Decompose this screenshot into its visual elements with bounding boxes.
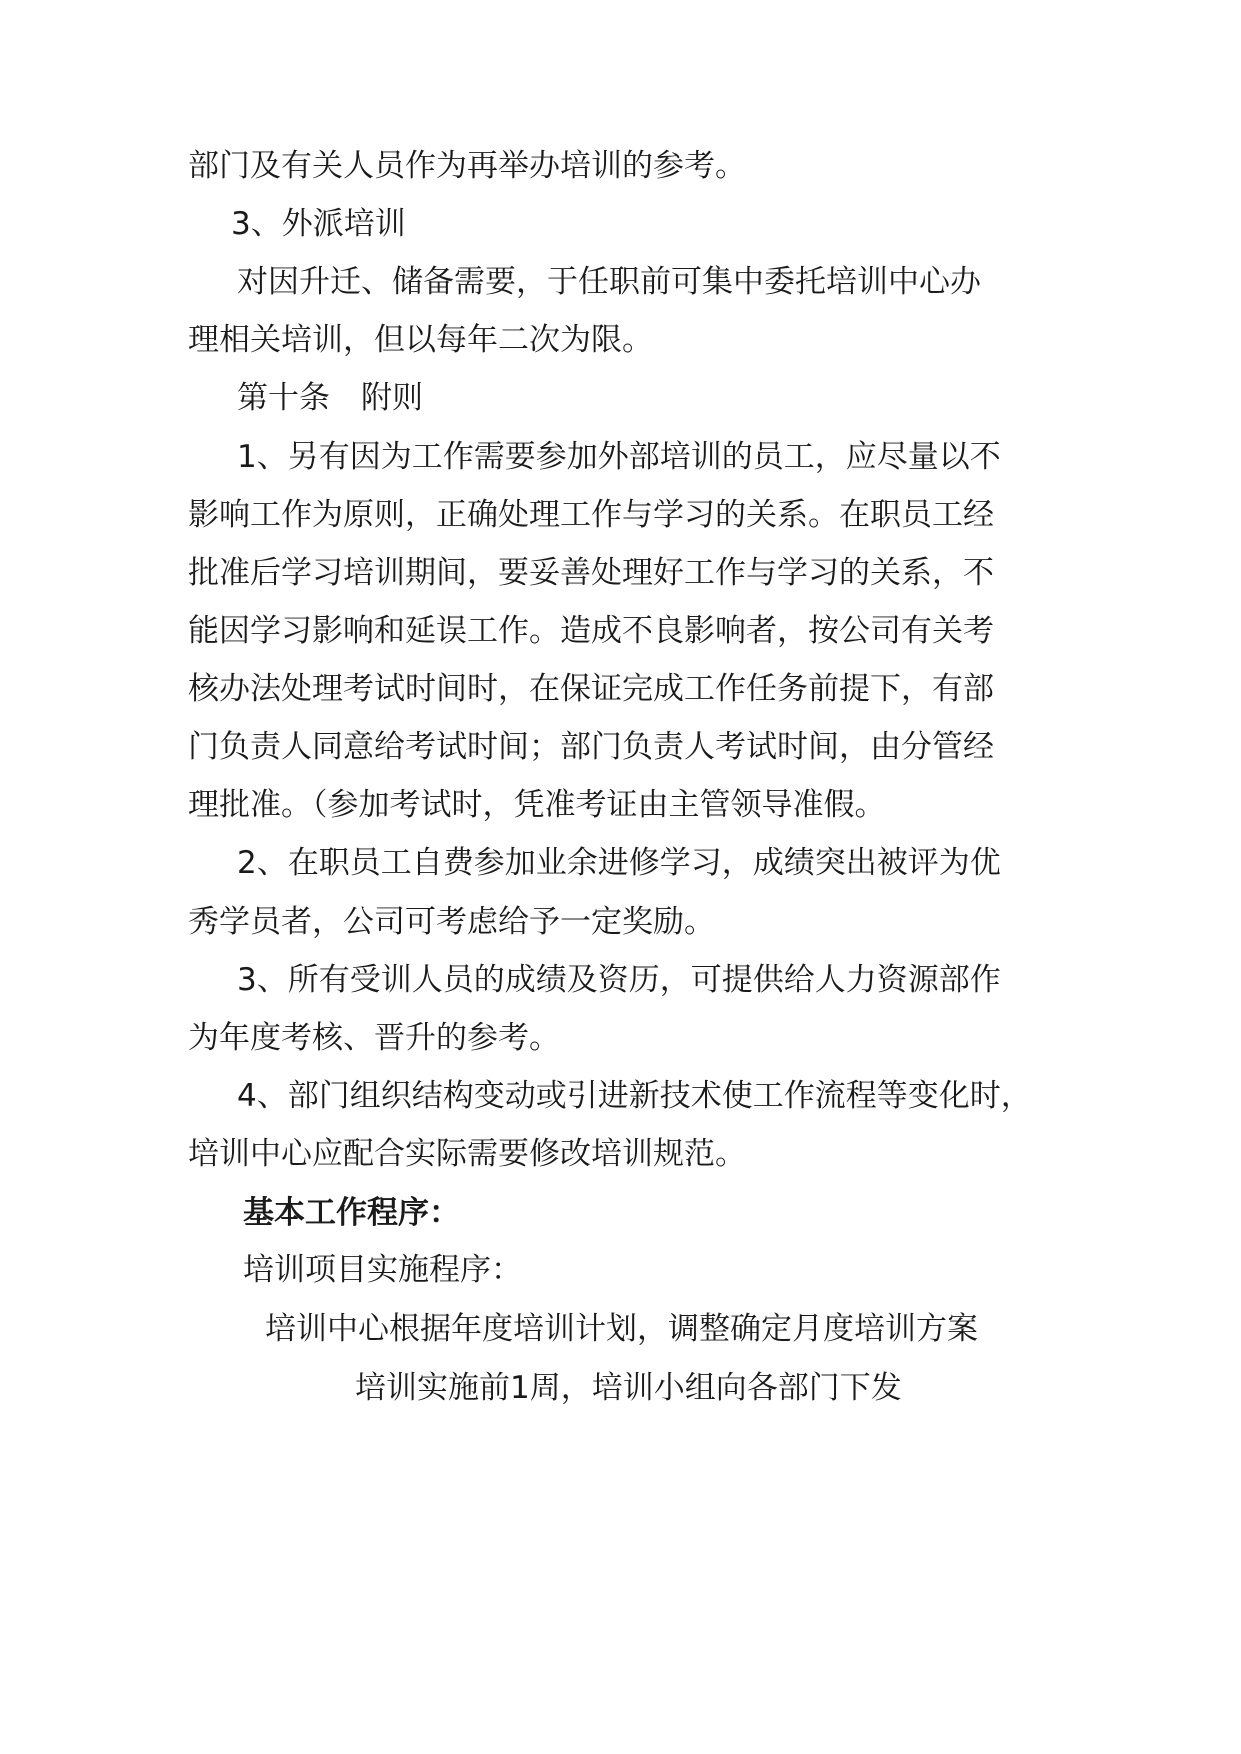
centered-line: 培训中心根据年度培训计划，调整确定月度培训方案: [265, 1311, 978, 1347]
text-line: 能因学习影响和延误工作。造成不良影响者，按公司有关考: [188, 613, 994, 649]
section-heading: 3、外派培训: [231, 206, 406, 242]
text-line: 秀学员者，公司可考虑给予一定奖励。: [188, 904, 715, 940]
text-line: 理批准。（参加考试时，凭准考证由主管领导准假。: [188, 787, 886, 823]
text-line: 3、所有受训人员的成绩及资历，可提供给人力资源部作: [237, 962, 1001, 998]
text-line: 理相关培训，但以每年二次为限。: [188, 322, 653, 358]
text-line: 为年度考核、晋升的参考。: [188, 1020, 560, 1056]
text-line: 门负责人同意给考试时间；部门负责人考试时间，由分管经: [188, 729, 994, 765]
text-line: 对因升迁、储备需要，于任职前可集中委托培训中心办: [237, 264, 981, 300]
text-line: 部门及有关人员作为再举办培训的参考。: [188, 148, 746, 184]
centered-line: 培训实施前1周，培训小组向各部门下发: [355, 1370, 902, 1406]
bold-heading: 基本工作程序：: [243, 1195, 460, 1231]
text-line: 2、在职员工自费参加业余进修学习，成绩突出被评为优: [237, 845, 1001, 881]
sub-heading: 培训项目实施程序：: [243, 1252, 522, 1288]
text-line: 培训中心应配合实际需要修改培训规范。: [188, 1136, 746, 1172]
text-line: 影响工作为原则，正确处理工作与学习的关系。在职员工经: [188, 497, 994, 533]
text-line: 核办法处理考试时间时，在保证完成工作任务前提下，有部: [188, 671, 994, 707]
article-heading: 第十条 附则: [237, 380, 423, 416]
text-line: 4、部门组织结构变动或引进新技术使工作流程等变化时，: [237, 1078, 1032, 1114]
text-line: 1、另有因为工作需要参加外部培训的员工，应尽量以不: [237, 439, 1001, 475]
text-line: 批准后学习培训期间，要妥善处理好工作与学习的关系，不: [188, 555, 994, 591]
